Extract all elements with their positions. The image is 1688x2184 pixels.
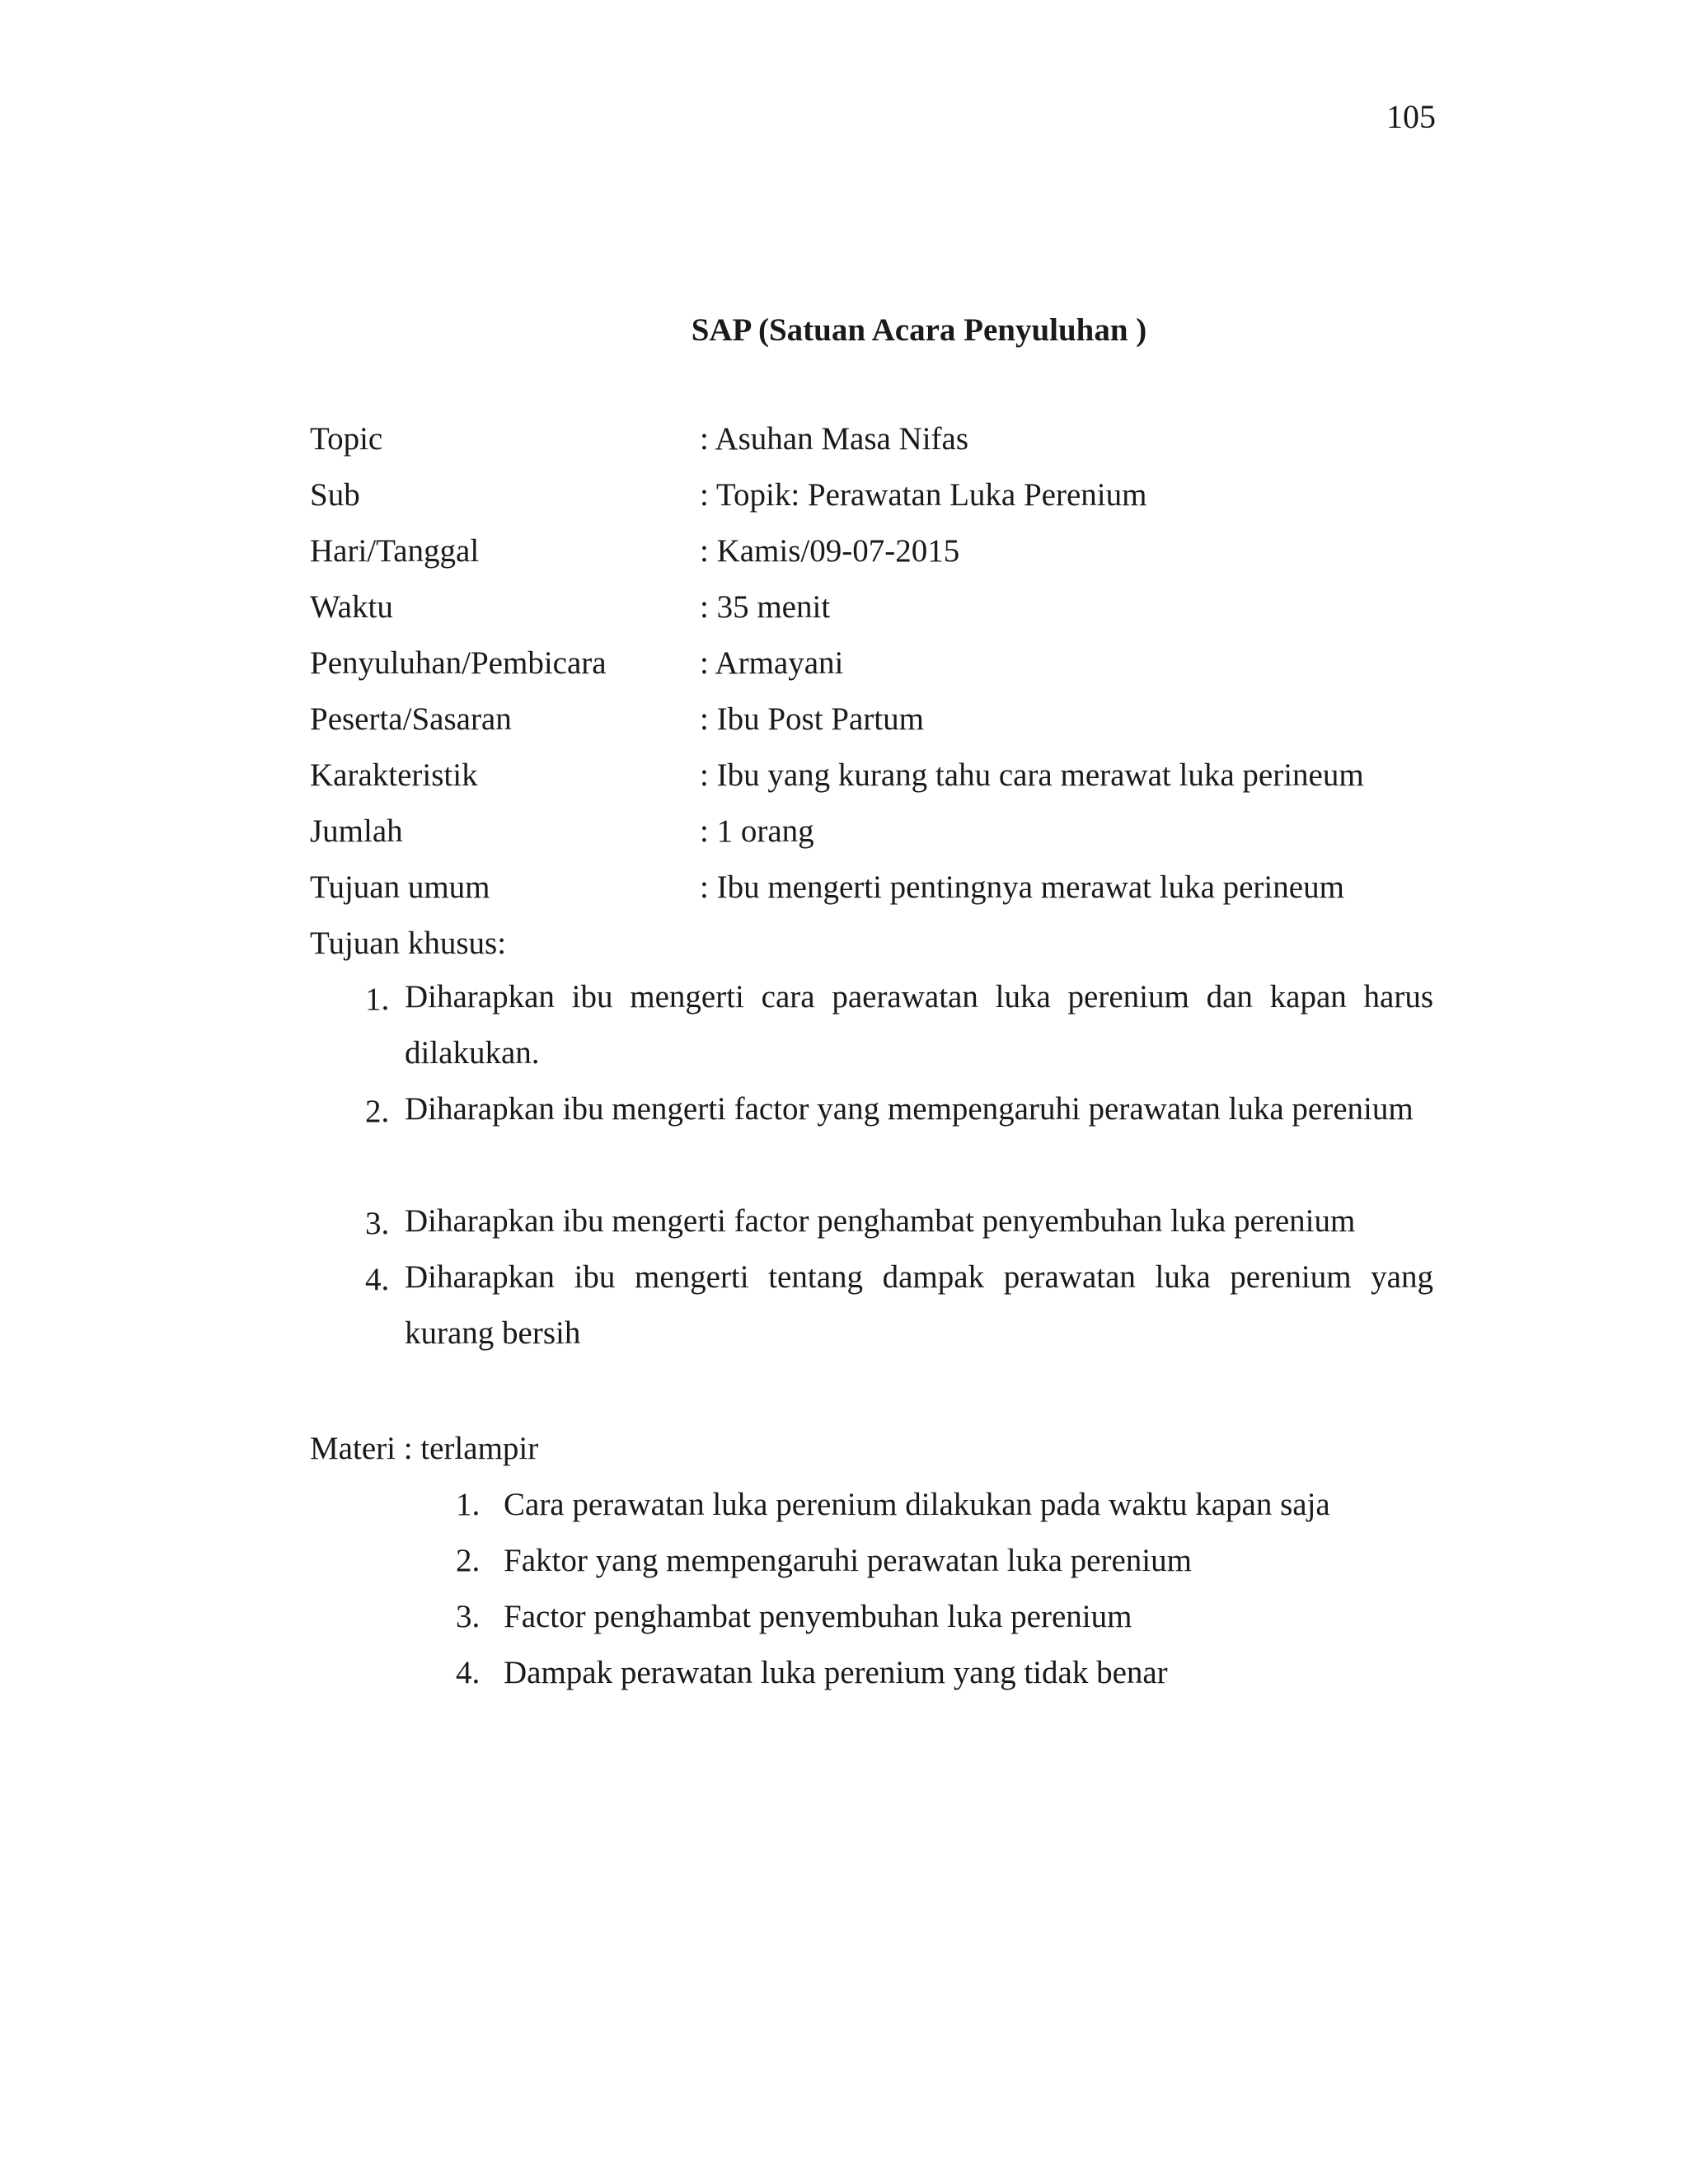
info-value: : Ibu mengerti pentingnya merawat luka perineum xyxy=(700,869,1344,905)
material-text: Cara perawatan luka perenium dilakukan pada waktu kapan saja xyxy=(504,1487,1330,1522)
info-label: Karakteristik xyxy=(310,757,478,793)
info-value: : Asuhan Masa Nifas xyxy=(700,421,969,457)
info-row-date xyxy=(310,532,1464,574)
material-text: Faktor yang mempengaruhi perawatan luka perenium xyxy=(504,1543,1192,1578)
info-row-time xyxy=(310,588,1464,630)
info-label: Penyuluhan/Pembicara xyxy=(310,645,607,681)
info-row-topic xyxy=(310,420,1464,462)
objective-text: Diharapkan ibu mengerti factor yang mempengaruhi perawatan luka perenium xyxy=(405,1091,1414,1127)
objective-number: 1. xyxy=(365,982,390,1017)
info-value: : Topik: Perawatan Luka Perenium xyxy=(700,477,1147,513)
info-label: Tujuan umum xyxy=(310,869,490,905)
info-label: Hari/Tanggal xyxy=(310,533,480,569)
info-value: : 1 orang xyxy=(700,813,814,849)
info-row-count xyxy=(310,813,1464,854)
material-number: 1. xyxy=(456,1487,481,1522)
material-number: 3. xyxy=(456,1599,481,1634)
info-row-speaker xyxy=(310,644,1464,686)
page-number: 105 xyxy=(1386,98,1436,135)
info-value: : Ibu yang kurang tahu cara merawat luka perineum xyxy=(700,757,1364,793)
info-label: Topic xyxy=(310,421,383,457)
objective-number: 2. xyxy=(365,1094,390,1129)
materials-heading: Materi : terlampir xyxy=(310,1431,539,1466)
info-row-sub xyxy=(310,476,1464,518)
info-value: : Kamis/09-07-2015 xyxy=(700,533,960,569)
info-row-participants xyxy=(310,701,1464,742)
info-row-characteristics xyxy=(310,757,1464,798)
material-text: Dampak perawatan luka perenium yang tidak benar xyxy=(504,1655,1168,1690)
objective-text: Diharapkan ibu mengerti factor penghambat penyembuhan luka perenium xyxy=(405,1203,1356,1239)
info-label: Jumlah xyxy=(310,813,403,849)
info-label: Waktu xyxy=(310,589,393,625)
material-number: 2. xyxy=(456,1543,481,1578)
info-label: Peserta/Sasaran xyxy=(310,701,512,737)
info-value: : 35 menit xyxy=(700,589,831,625)
objectives-heading: Tujuan khusus: xyxy=(310,926,507,961)
objective-text: Diharapkan ibu mengerti tentang dampak perawatan luka perenium yang kurang bersih xyxy=(405,1259,1433,1351)
objective-number: 3. xyxy=(365,1206,390,1241)
info-row-general-goal xyxy=(310,869,1464,910)
info-value: : Ibu Post Partum xyxy=(700,701,924,737)
info-label: Sub xyxy=(310,477,360,513)
document-title: SAP (Satuan Acara Penyuluhan ) xyxy=(691,312,1147,348)
objective-number: 4. xyxy=(365,1262,390,1297)
info-value: : Armayani xyxy=(700,645,844,681)
objective-text: Diharapkan ibu mengerti cara paerawatan luka perenium dan kapan harus dilakukan. xyxy=(405,979,1433,1071)
material-text: Factor penghambat penyembuhan luka perenium xyxy=(504,1599,1132,1634)
material-number: 4. xyxy=(456,1655,481,1690)
